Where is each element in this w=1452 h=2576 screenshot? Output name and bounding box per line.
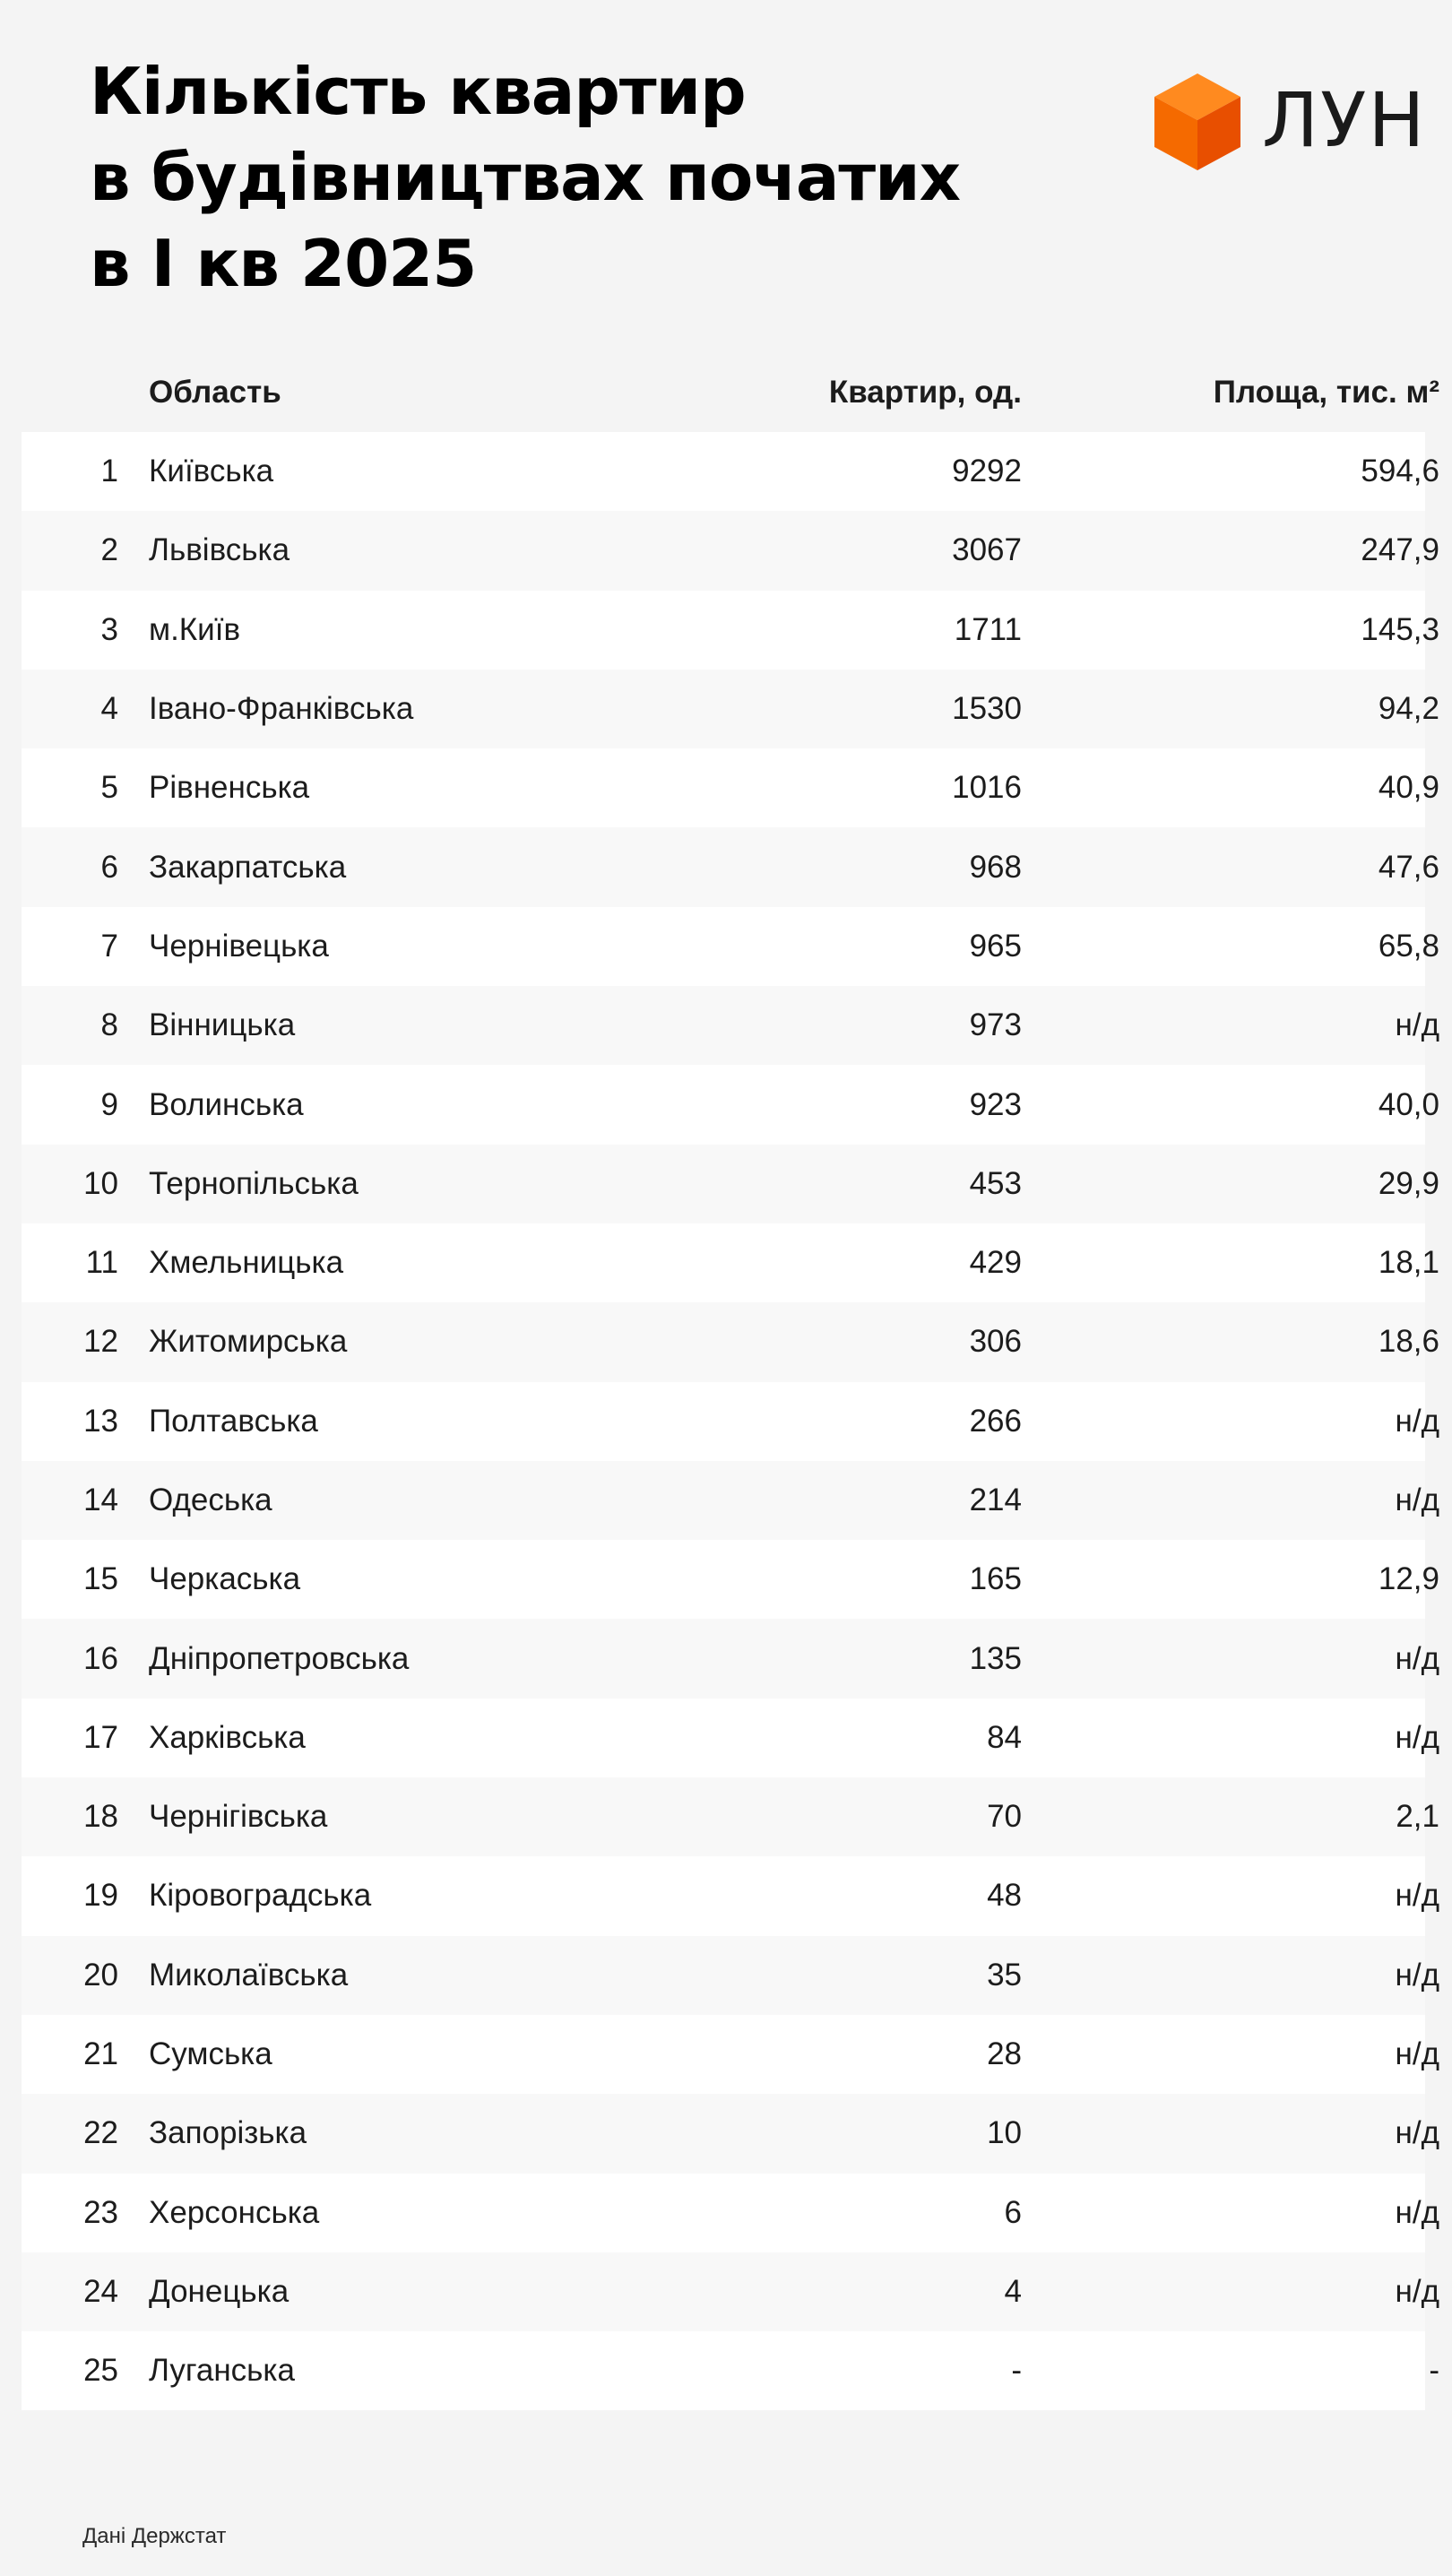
row-area: н/д [1395, 1719, 1439, 1755]
row-area: 12,9 [1378, 1561, 1439, 1597]
header-area: Площа, тис. м² [1213, 375, 1439, 410]
row-region: Кіровоградська [149, 1878, 372, 1914]
table-row [22, 1223, 1439, 1302]
row-region: Сумська [149, 2036, 272, 2072]
table-row [22, 1699, 1439, 1777]
row-flats: 968 [969, 849, 1022, 885]
row-flats: 214 [969, 1482, 1022, 1517]
row-region: Херсонська [149, 2194, 320, 2230]
row-num: 9 [100, 1086, 118, 1122]
header-region: Область [149, 375, 281, 410]
table-row [22, 432, 1439, 511]
row-region: Закарпатська [149, 849, 347, 885]
row-region: Рівненська [149, 770, 310, 806]
row-flats: 6 [1004, 2194, 1022, 2230]
table-row [22, 2174, 1439, 2252]
row-flats: 4 [1004, 2273, 1022, 2309]
table-row [22, 591, 1439, 670]
table-row [22, 2015, 1439, 2094]
row-region: Харківська [149, 1719, 306, 1755]
table-row [22, 827, 1439, 906]
row-num: 18 [83, 1799, 118, 1835]
row-region: Донецька [149, 2273, 290, 2309]
row-num: 13 [83, 1403, 118, 1439]
row-num: 25 [83, 2353, 118, 2389]
row-flats: - [1011, 2353, 1022, 2389]
lun-logo [1153, 72, 1427, 176]
row-flats: 306 [969, 1324, 1022, 1360]
table-row [22, 1936, 1439, 2015]
row-area: 40,0 [1378, 1086, 1439, 1122]
table-row [22, 511, 1439, 590]
row-region: Івано-Франківська [149, 691, 414, 727]
row-region: Чернівецька [149, 928, 329, 964]
source-note: Дані Держстат [82, 2524, 227, 2548]
table-row [22, 2094, 1439, 2173]
row-area: - [1429, 2353, 1439, 2389]
row-area: н/д [1395, 1878, 1439, 1914]
row-region: Миколаївська [149, 1957, 349, 1993]
table-row [22, 1461, 1439, 1540]
row-flats: 429 [969, 1245, 1022, 1281]
data-table [22, 353, 1439, 2410]
row-area: н/д [1395, 2036, 1439, 2072]
row-num: 14 [83, 1482, 118, 1517]
row-num: 24 [83, 2273, 118, 2309]
logo-text: ЛУН [1262, 76, 1427, 164]
row-num: 11 [85, 1245, 118, 1281]
row-num: 2 [100, 532, 118, 568]
row-num: 17 [83, 1719, 118, 1755]
row-flats: 48 [987, 1878, 1022, 1914]
row-num: 21 [83, 2036, 118, 2072]
row-area: 594,6 [1361, 454, 1439, 489]
row-num: 12 [83, 1324, 118, 1360]
row-region: м.Київ [149, 611, 241, 647]
row-area: 145,3 [1361, 611, 1439, 647]
table-body [22, 432, 1439, 2410]
row-num: 8 [100, 1007, 118, 1043]
row-flats: 266 [969, 1403, 1022, 1439]
row-area: 65,8 [1378, 928, 1439, 964]
row-flats: 1711 [954, 611, 1022, 647]
row-flats: 28 [987, 2036, 1022, 2072]
title-line-3: в I кв 2025 [90, 226, 477, 301]
row-num: 23 [83, 2194, 118, 2230]
row-num: 20 [83, 1957, 118, 1993]
row-region: Луганська [149, 2353, 295, 2389]
row-num: 4 [100, 691, 118, 727]
title-line-1: Кількість квартир [90, 54, 746, 129]
row-num: 15 [83, 1561, 118, 1597]
row-area: 18,1 [1378, 1245, 1439, 1281]
row-region: Чернігівська [149, 1799, 328, 1835]
row-region: Київська [149, 454, 274, 489]
table-row [22, 1540, 1439, 1619]
row-flats: 70 [987, 1799, 1022, 1835]
row-area: н/д [1395, 2194, 1439, 2230]
table-row [22, 2331, 1439, 2410]
row-flats: 3067 [952, 532, 1022, 568]
row-region: Запорізька [149, 2115, 307, 2151]
row-region: Волинська [149, 1086, 304, 1122]
row-area: н/д [1395, 1007, 1439, 1043]
row-num: 22 [83, 2115, 118, 2151]
row-region: Дніпропетровська [149, 1640, 410, 1676]
row-flats: 10 [987, 2115, 1022, 2151]
row-num: 10 [83, 1165, 118, 1201]
table-row [22, 1065, 1439, 1144]
row-area: н/д [1395, 1640, 1439, 1676]
row-region: Одеська [149, 1482, 272, 1517]
row-area: 247,9 [1361, 532, 1439, 568]
row-flats: 9292 [952, 454, 1022, 489]
row-area: 29,9 [1378, 1165, 1439, 1201]
row-area: 94,2 [1378, 691, 1439, 727]
title-line-2: в будівництвах початих [90, 140, 961, 215]
row-region: Вінницька [149, 1007, 296, 1043]
row-num: 6 [100, 849, 118, 885]
table-row [22, 1856, 1439, 1935]
table-row [22, 1302, 1439, 1381]
row-num: 19 [83, 1878, 118, 1914]
row-num: 1 [100, 454, 118, 489]
table-row [22, 670, 1439, 748]
row-flats: 1530 [952, 691, 1022, 727]
row-flats: 84 [987, 1719, 1022, 1755]
row-flats: 453 [969, 1165, 1022, 1201]
row-region: Черкаська [149, 1561, 301, 1597]
row-area: н/д [1395, 2273, 1439, 2309]
table-row [22, 1382, 1439, 1461]
row-region: Хмельницька [149, 1245, 344, 1281]
row-flats: 923 [969, 1086, 1022, 1122]
table-row [22, 748, 1439, 827]
row-flats: 35 [987, 1957, 1022, 1993]
row-area: 2,1 [1396, 1799, 1439, 1835]
row-flats: 965 [969, 928, 1022, 964]
table-row [22, 986, 1439, 1065]
row-num: 5 [100, 770, 118, 806]
table-row [22, 907, 1439, 986]
orange-cube-icon [1153, 72, 1242, 172]
row-area: н/д [1395, 1482, 1439, 1517]
table-row [22, 1777, 1439, 1856]
table-row [22, 1619, 1439, 1698]
row-num: 7 [100, 928, 118, 964]
header-flats: Квартир, од. [828, 375, 1022, 410]
table-row [22, 1145, 1439, 1223]
row-area: 18,6 [1378, 1324, 1439, 1360]
row-area: 40,9 [1378, 770, 1439, 806]
row-region: Тернопільська [149, 1165, 359, 1201]
row-area: н/д [1395, 1403, 1439, 1439]
row-region: Житомирська [149, 1324, 348, 1360]
page-title [90, 48, 986, 307]
row-flats: 135 [969, 1640, 1022, 1676]
row-flats: 1016 [952, 770, 1022, 806]
row-region: Львівська [149, 532, 290, 568]
row-area: 47,6 [1378, 849, 1439, 885]
row-flats: 973 [969, 1007, 1022, 1043]
table-header [22, 353, 1439, 432]
row-area: н/д [1395, 2115, 1439, 2151]
row-num: 3 [100, 611, 118, 647]
row-num: 16 [83, 1640, 118, 1676]
table-row [22, 2252, 1439, 2331]
row-area: н/д [1395, 1957, 1439, 1993]
row-flats: 165 [969, 1561, 1022, 1597]
row-region: Полтавська [149, 1403, 318, 1439]
